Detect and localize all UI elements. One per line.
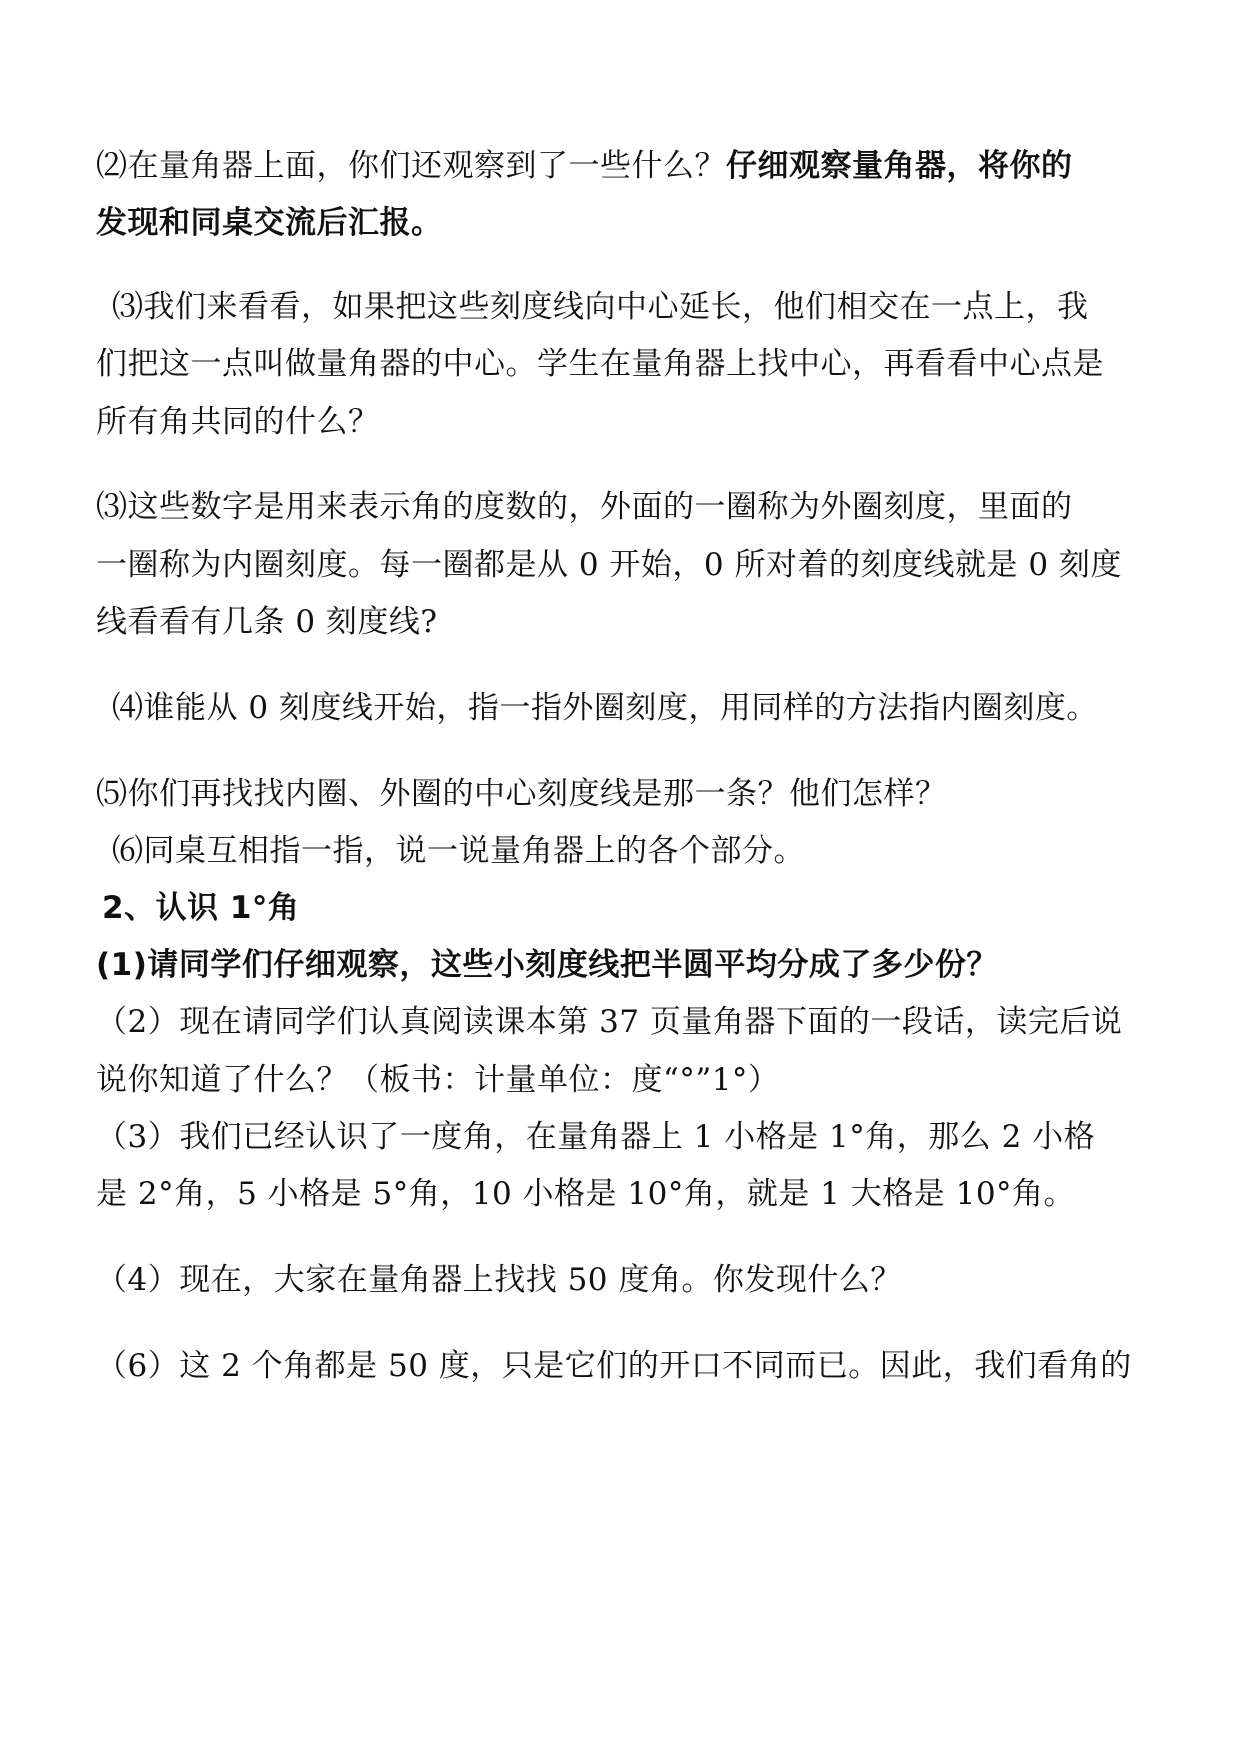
paragraph-2-bold-text: 仔细观察量角器，将你的: [726, 148, 1073, 184]
section-heading: 2、认识 1°角: [102, 890, 300, 926]
question-6-line-1: （6）这 2 个角都是 50 度，只是它们的开口不同而已。因此，我们看角的: [96, 1348, 1132, 1384]
question-1: (1)请同学们仔细观察，这些小刻度线把半圆平均分成了多少份？: [96, 947, 998, 983]
question-3-line-2: 是 2°角，5 小格是 5°角，10 小格是 10°角，就是 1 大格是 10°角。: [96, 1176, 1076, 1212]
paragraph-3b-line-1: ⑶这些数字是用来表示角的度数的，外面的一圈称为外圈刻度，里面的: [96, 489, 1073, 525]
paragraph-2-text: ⑵在量角器上面，你们还观察到了一些什么？: [96, 148, 726, 184]
paragraph-3a-line-1: ⑶我们来看看，如果把这些刻度线向中心延长，他们相交在一点上，我: [112, 289, 1089, 325]
question-2-line-1: （2）现在请同学们认真阅读课本第 37 页量角器下面的一段话，读完后说: [96, 1004, 1123, 1040]
paragraph-4-line-1: ⑷谁能从 0 刻度线开始，指一指外圈刻度，用同样的方法指内圈刻度。: [112, 690, 1098, 726]
question-2-line-2: 说你知道了什么？（板书：计量单位：度“°”1°）: [96, 1062, 780, 1098]
paragraph-2-line-2: 发现和同桌交流后汇报。: [96, 205, 443, 241]
paragraph-6-line-1: ⑹同桌互相指一指，说一说量角器上的各个部分。: [112, 833, 805, 869]
paragraph-3b-line-3: 线看看有几条 0 刻度线?: [96, 604, 438, 640]
paragraph-5-line-1: ⑸你们再找找内圈、外圈的中心刻度线是那一条？他们怎样？: [96, 776, 947, 812]
paragraph-3a-line-2: 们把这一点叫做量角器的中心。学生在量角器上找中心，再看看中心点是: [96, 346, 1104, 382]
paragraph-3a-line-3: 所有角共同的什么？: [96, 404, 380, 440]
question-4-line-1: （4）现在，大家在量角器上找找 50 度角。你发现什么？: [96, 1262, 902, 1298]
paragraph-2-line-1: [96, 146, 1073, 186]
question-3-line-1: （3）我们已经认识了一度角，在量角器上 1 小格是 1°角，那么 2 小格: [96, 1119, 1096, 1155]
paragraph-3b-line-2: 一圈称为内圈刻度。每一圈都是从 0 开始，0 所对着的刻度线就是 0 刻度: [96, 547, 1122, 583]
